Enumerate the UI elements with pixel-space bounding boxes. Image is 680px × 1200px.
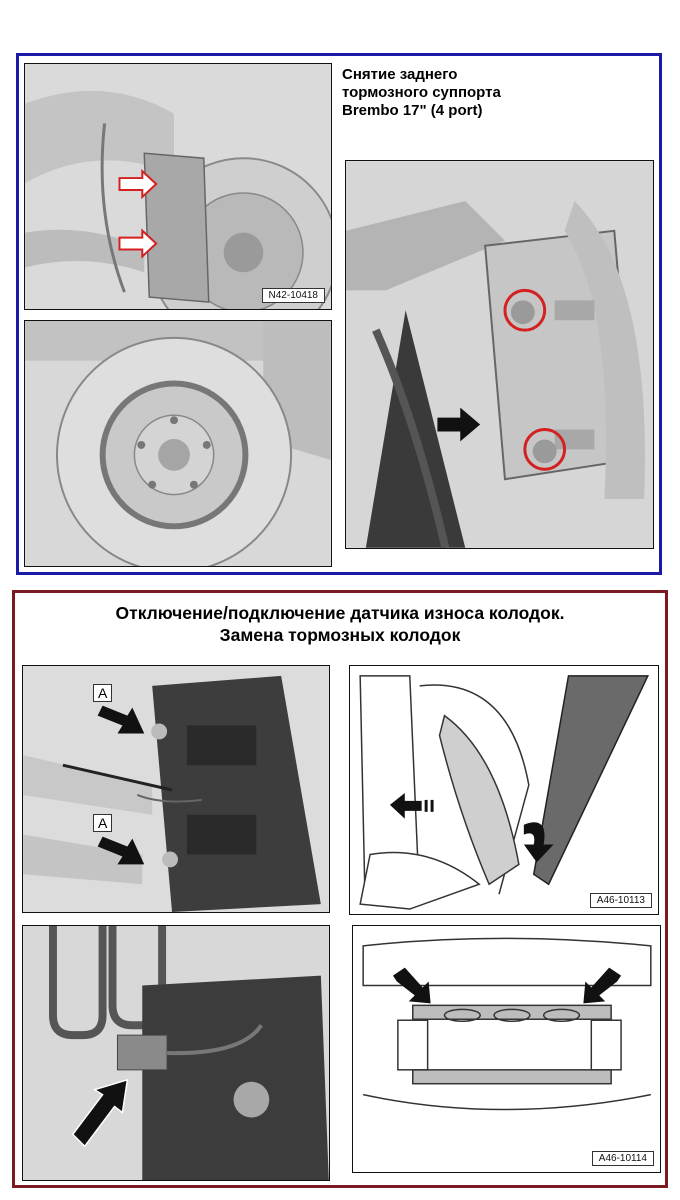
title-line-3: Brembo 17" (4 port) bbox=[342, 102, 483, 119]
caliper-sensor-image bbox=[22, 665, 330, 913]
image-code-label: A46-10113 bbox=[590, 893, 652, 908]
title-line-2: тормозного суппорта bbox=[342, 84, 501, 101]
pad-assembly-drawing bbox=[353, 926, 660, 1172]
caliper-removal-title bbox=[342, 66, 642, 120]
pad-removal-image bbox=[349, 665, 659, 915]
caliper-overview-drawing bbox=[25, 64, 331, 309]
image-code-label: N42-10418 bbox=[262, 288, 325, 303]
title-line-2: Замена тормозных колодок bbox=[219, 625, 461, 645]
title-line-1: Снятие заднего bbox=[342, 66, 458, 83]
caliper-bolts-drawing bbox=[346, 161, 653, 548]
caliper-sensor-drawing bbox=[23, 666, 329, 912]
sensor-connector-image bbox=[22, 925, 330, 1181]
sensor-connector-drawing bbox=[23, 926, 329, 1180]
title-line-1: Отключение/подключение датчика износа колодок. bbox=[115, 603, 565, 623]
caliper-overview-image bbox=[24, 63, 332, 310]
pad-replacement-title bbox=[12, 602, 668, 646]
pad-removal-drawing bbox=[350, 666, 658, 914]
brake-disc-image bbox=[24, 320, 332, 567]
label-a-lower: A bbox=[93, 814, 112, 832]
brake-disc-drawing bbox=[25, 321, 331, 566]
caliper-bolts-image bbox=[345, 160, 654, 549]
label-a-upper: A bbox=[93, 684, 112, 702]
pad-assembly-image bbox=[352, 925, 661, 1173]
image-code-label: A46-10114 bbox=[592, 1151, 654, 1166]
